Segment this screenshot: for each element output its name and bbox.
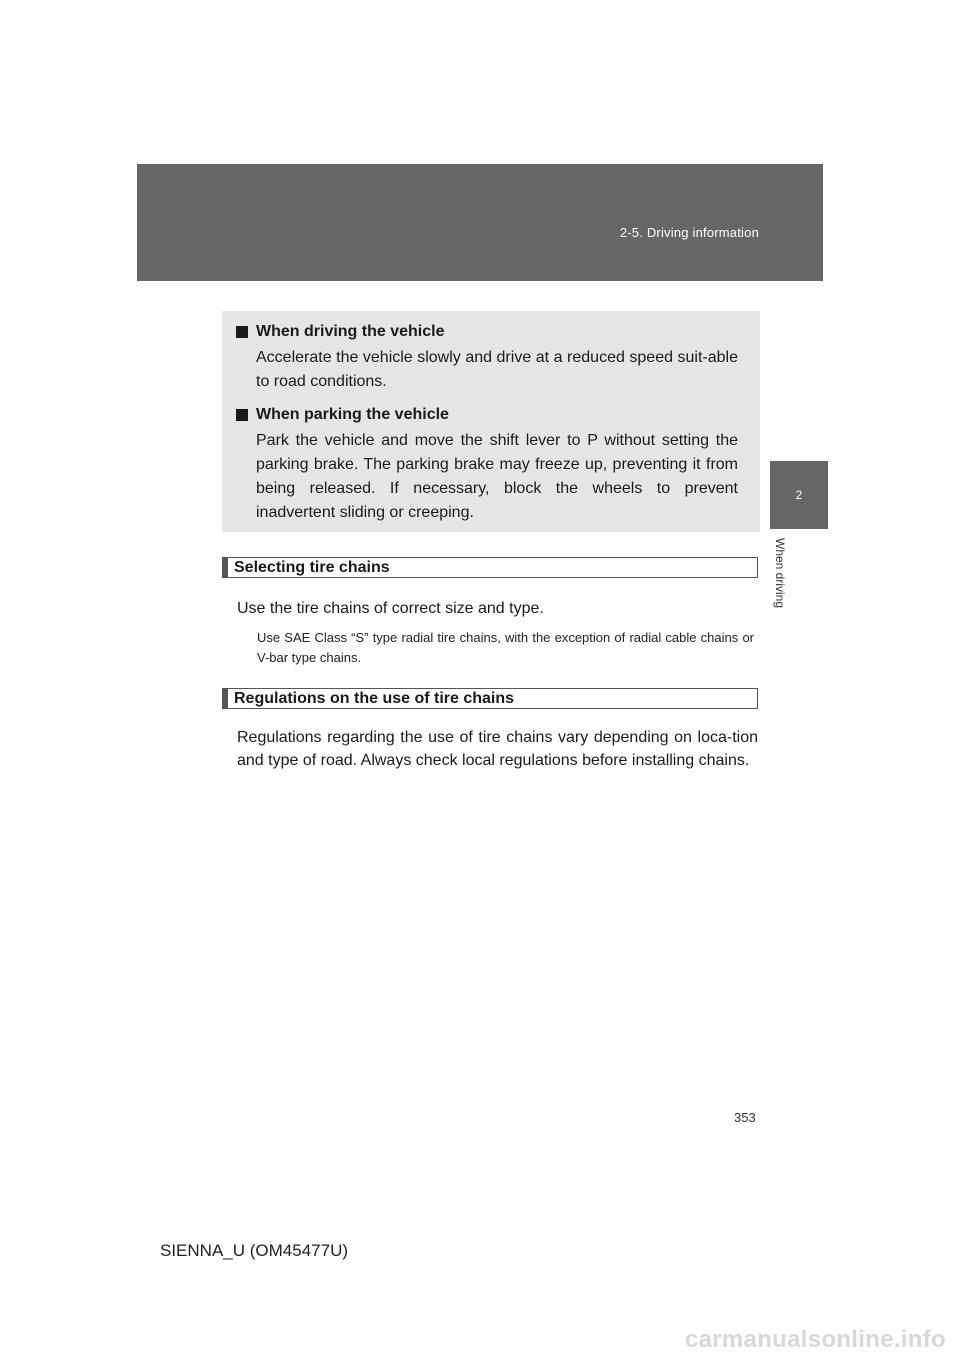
header-band bbox=[137, 164, 823, 281]
page-number: 353 bbox=[734, 1110, 756, 1125]
note-body: Park the vehicle and move the shift lever to P without setting the parking brake. The parking brake may freeze up, preventing it from being released. If necessary, block the wheels to prevent inadvertent sliding or creeping. bbox=[256, 432, 738, 521]
chapter-tab bbox=[770, 461, 828, 529]
chapter-title: When driving bbox=[773, 538, 787, 609]
square-bullet-icon bbox=[236, 409, 248, 421]
chapter-number: 2 bbox=[795, 488, 803, 502]
section-note: Use SAE Class “S” type radial tire chains, with the exception of radial cable chains or V-bar type chains. bbox=[257, 630, 754, 665]
section-title: Regulations on the use of tire chains bbox=[234, 690, 515, 707]
section-heading-regulations bbox=[222, 688, 758, 709]
section-body: Use the tire chains of correct size and type. bbox=[237, 600, 544, 617]
note-item-driving bbox=[236, 321, 738, 394]
watermark: carmanualsonline.info bbox=[684, 1326, 946, 1353]
section-heading-selecting-tire-chains bbox=[222, 557, 758, 578]
section-body: Regulations regarding the use of tire chains vary depending on loca-tion and type of road. Always check local regulations before installing chains. bbox=[237, 729, 758, 769]
section-accent bbox=[222, 557, 228, 578]
note-body: Accelerate the vehicle slowly and drive at a reduced speed suit-able to road conditions. bbox=[256, 349, 738, 390]
note-heading-text: When parking the vehicle bbox=[256, 406, 449, 423]
note-item-parking bbox=[236, 404, 738, 525]
note-heading-text: When driving the vehicle bbox=[256, 323, 445, 340]
note-heading bbox=[236, 404, 738, 426]
section-accent bbox=[222, 688, 228, 709]
note-heading bbox=[236, 321, 738, 343]
note-box bbox=[222, 311, 760, 532]
document-code: SIENNA_U (OM45477U) bbox=[160, 1241, 349, 1260]
square-bullet-icon bbox=[236, 326, 248, 338]
section-label: 2-5. Driving information bbox=[619, 225, 759, 240]
section-title: Selecting tire chains bbox=[234, 559, 390, 576]
